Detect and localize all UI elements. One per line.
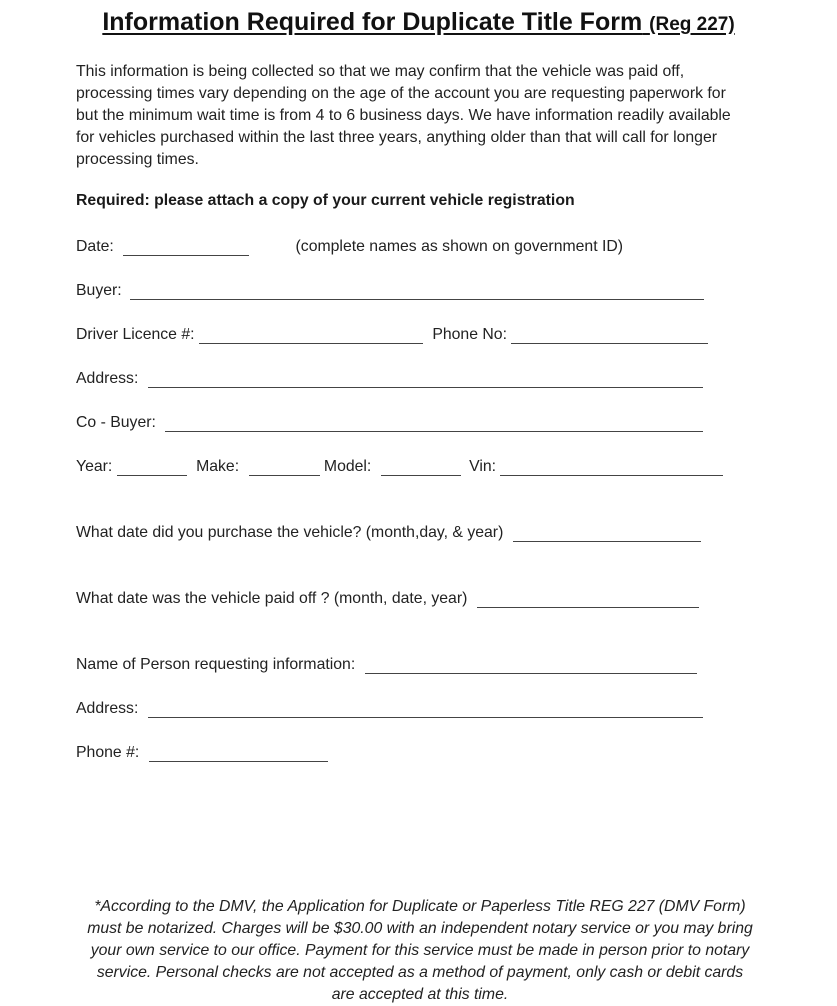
co-buyer-field[interactable] <box>165 413 703 432</box>
make-label: Make: <box>196 458 240 475</box>
date-label: Date: <box>76 238 114 255</box>
names-note: (complete names as shown on government ID) <box>295 238 624 255</box>
requester-row <box>76 654 697 676</box>
requester-label: Name of Person requesting information: <box>76 656 356 673</box>
year-field[interactable] <box>117 457 187 476</box>
buyer-row <box>76 280 704 302</box>
intro-line: but the minimum wait time is from 4 to 6 business days. We have information readily available <box>76 107 731 124</box>
footer-line: must be notarized. Charges will be $30.00 with an independent notary service or you may bring <box>87 920 753 937</box>
footer-notice <box>70 896 770 1006</box>
year-label: Year: <box>76 458 113 475</box>
intro-line: This information is being collected so that we may confirm that the vehicle was paid off, <box>76 63 685 80</box>
footer-line: your own service to our office. Payment for this service must be made in person prior to notary <box>90 942 750 959</box>
date-field[interactable] <box>123 237 249 256</box>
licence-label: Driver Licence #: <box>76 326 195 343</box>
model-label: Model: <box>323 458 372 475</box>
phone-no-label: Phone No: <box>432 326 507 343</box>
title-reg-number: (Reg 227) <box>649 14 735 35</box>
date-row <box>76 236 623 258</box>
required-note: Required: please attach a copy of your current vehicle registration <box>76 192 575 209</box>
address-row <box>76 368 703 390</box>
footer-line: *According to the DMV, the Application for Duplicate or Paperless Title REG 227 (DMV Form) <box>94 898 746 915</box>
paid-off-row <box>76 588 699 610</box>
requester-phone-label: Phone #: <box>76 744 140 761</box>
title-main: Information Required for Duplicate Title Form <box>102 8 643 36</box>
purchase-date-row <box>76 522 701 544</box>
paid-off-label: What date was the vehicle paid off ? (month, date, year) <box>76 590 468 607</box>
requester-address-label: Address: <box>76 700 139 717</box>
intro-line: processing times vary depending on the age of the account you are requesting paperwork for <box>76 85 726 102</box>
vehicle-row <box>76 456 723 478</box>
licence-field[interactable] <box>199 325 423 344</box>
phone-no-field[interactable] <box>511 325 708 344</box>
purchase-date-label: What date did you purchase the vehicle? (month,day, & year) <box>76 524 504 541</box>
paid-off-field[interactable] <box>477 589 699 608</box>
address-label: Address: <box>76 370 139 387</box>
licence-row <box>76 324 708 346</box>
co-buyer-label: Co - Buyer: <box>76 414 156 431</box>
requester-phone-field[interactable] <box>149 743 328 762</box>
address-field[interactable] <box>148 369 703 388</box>
requester-address-field[interactable] <box>148 699 703 718</box>
vin-field[interactable] <box>500 457 723 476</box>
co-buyer-row <box>76 412 703 434</box>
model-field[interactable] <box>381 457 461 476</box>
vin-label: Vin: <box>469 458 497 475</box>
requester-address-row <box>76 698 703 720</box>
footer-line: are accepted at this time. <box>331 986 509 1003</box>
make-field[interactable] <box>249 457 320 476</box>
page-title <box>0 8 837 37</box>
intro-line: for vehicles purchased within the last three years, anything older than that will call for longer <box>76 129 717 146</box>
intro-line: processing times. <box>76 151 199 168</box>
buyer-label: Buyer: <box>76 282 122 299</box>
purchase-date-field[interactable] <box>513 523 701 542</box>
footer-line: service. Personal checks are not accepted as a method of payment, only cash or debit cards <box>96 964 744 981</box>
requester-phone-row <box>76 742 328 764</box>
buyer-field[interactable] <box>130 281 704 300</box>
requester-field[interactable] <box>365 655 697 674</box>
intro-paragraph <box>76 61 766 171</box>
